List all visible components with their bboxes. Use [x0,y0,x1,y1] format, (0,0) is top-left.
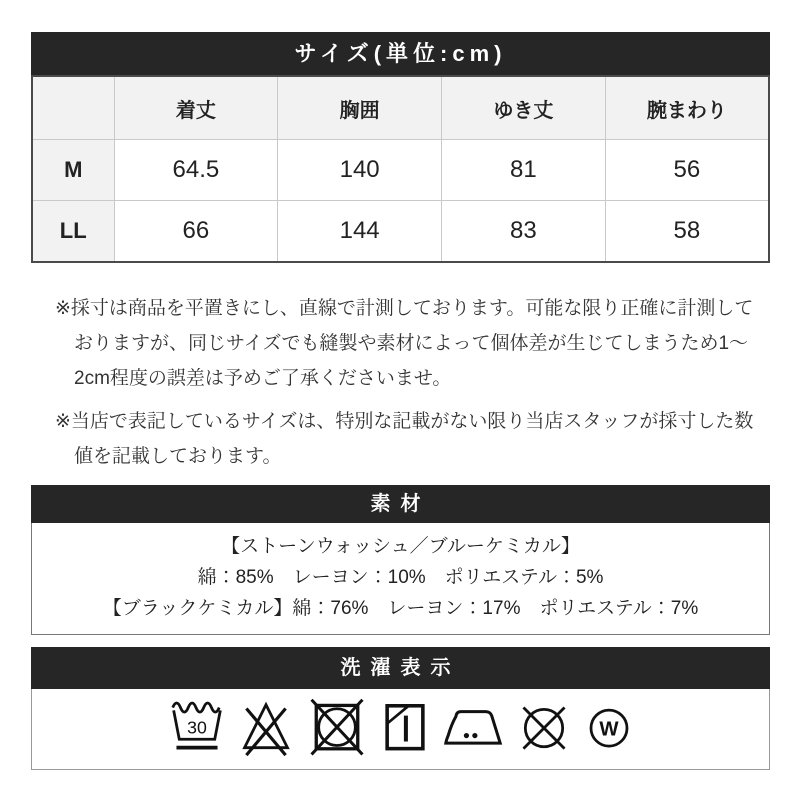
no-dry-clean-icon [516,696,572,762]
line-dry-shade-icon [380,696,430,762]
size-table [31,75,770,263]
cell-m-chest: 140 [278,140,442,201]
column-header-sleeve-length: ゆき丈 [442,76,606,140]
material-line-variant: 【ストーンウォッシュ／ブルーケミカル】 [221,535,580,557]
row-label-ll: LL [32,201,114,262]
size-table-header-row [32,76,769,140]
cell-m-sleeve-length: 81 [442,140,606,201]
wet-clean-letter: W [598,717,619,740]
cell-m-body-length: 64.5 [114,140,278,201]
no-bleach-icon [238,696,294,762]
no-tumble-dry-icon [307,696,367,762]
wash-temperature-label: 30 [186,717,207,738]
column-header-chest: 胸囲 [278,76,442,140]
staff-measurement-note: ※当店で表記しているサイズは、特別な記載がない限り当店スタッフが採寸した数値を記載しております。 [55,410,754,467]
cell-ll-sleeve-length: 83 [442,201,606,262]
material-line-composition-blue: 綿：85% レーヨン：10% ポリエステル：5% [197,566,604,588]
laundry-section-title: 洗濯表示 [31,647,770,689]
size-section-title: サイズ(単位:cm) [31,32,770,75]
table-row-size-m [32,140,769,201]
product-spec-sheet [31,32,770,770]
column-header-body-length: 着丈 [114,76,278,140]
material-info-box [31,523,770,635]
iron-medium-icon [443,696,503,762]
cell-ll-chest: 144 [278,201,442,262]
material-line-composition-black: 【ブラックケミカル】綿：76% レーヨン：17% ポリエステル：7% [102,597,699,619]
row-label-m: M [32,140,114,201]
measurement-method-note: ※採寸は商品を平置きにし、直線で計測しております。可能な限り正確に計測しておりますが、同じサイズでも縫製や素材によって個体差が生じてしまうため1～2cm程度の誤差は予めご了承くださいませ。 [55,297,754,389]
laundry-icons-box [31,689,770,770]
cell-m-arm-circumference: 56 [605,140,769,201]
cell-ll-arm-circumference: 58 [605,201,769,262]
cell-ll-body-length: 66 [114,201,278,262]
table-row-size-ll [32,201,769,262]
wash-30-gentle-icon [169,696,225,762]
material-section-title: 素材 [31,485,770,523]
wet-clean-icon [585,696,633,762]
size-table-corner-cell [32,76,114,140]
column-header-arm-circumference: 腕まわり [605,76,769,140]
